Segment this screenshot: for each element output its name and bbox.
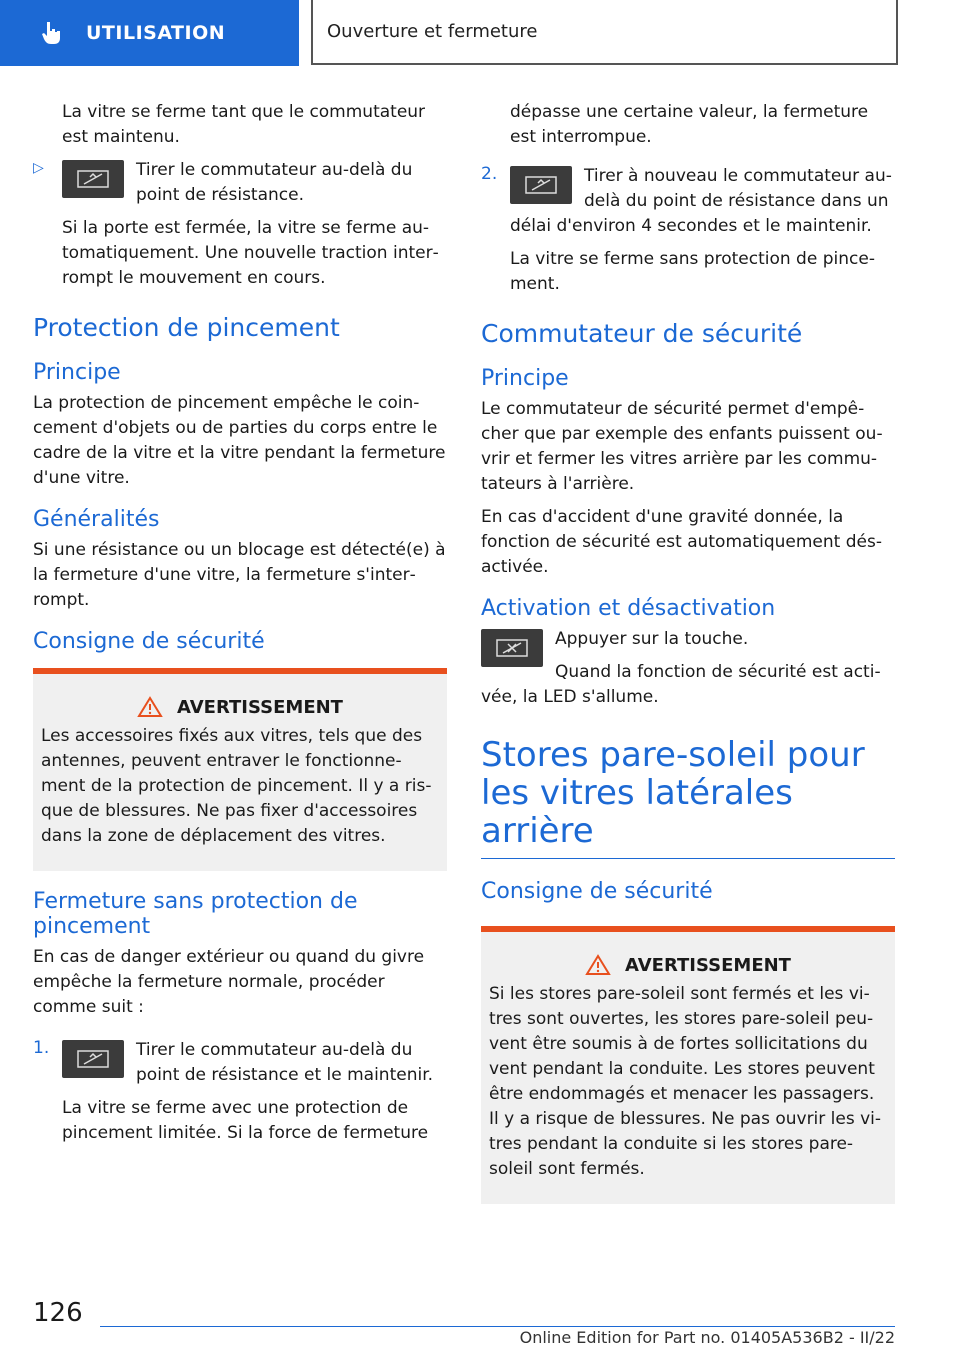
paragraph: La protection de pincement empêche le coincement d'objets ou de parties du corps entre le cadre de la vitre et la vitre pendant la fermeture d'une vitre. <box>33 393 446 488</box>
paragraph: dépasse une certaine valeur, la fermeture est interrompue. <box>510 102 869 147</box>
paragraph: La vitre se ferme avec une protection de pincement limitée. Si la force de fermeture <box>62 1098 429 1143</box>
paragraph: Si la porte est fermée, la vitre se ferme automatiquement. Une nouvelle traction interrompt le mouvement en cours. <box>62 218 439 288</box>
edition-text: Online Edition for Part no. 01405A536B2 - II/22 <box>519 1328 895 1347</box>
list-item <box>481 164 895 297</box>
warning-text: Si les stores pare-soleil sont fermés et les vitres sont ouvertes, les stores pare-soleil peuvent être soumis à de fortes sollicitations du vent pendant la conduite. Les stores peuvent être endommagés et menacer les passagers. Il y a risque de blessures. Ne pas ouvrir les vitres pendant la conduite si les stores pare-soleil sont fermés. <box>489 984 882 1179</box>
warning-triangle-icon <box>585 954 611 976</box>
heading-commutateur: Commutateur de sécurité <box>481 319 803 348</box>
page-number: 126 <box>33 1298 83 1328</box>
activation-block <box>481 627 895 710</box>
safety-switch-icon <box>481 629 543 667</box>
heading-consigne: Consigne de sécurité <box>481 879 713 904</box>
triangle-bullet-icon: ▷ <box>33 160 44 176</box>
heading-fermeture: Fermeture sans protection de pincement <box>33 889 358 939</box>
warning-title: AVERTISSEMENT <box>41 696 439 718</box>
right-column <box>481 100 895 1222</box>
heading-consigne: Consigne de sécurité <box>33 629 265 654</box>
warning-triangle-icon <box>137 696 163 718</box>
warning-text: Les accessoires fixés aux vitres, tels que des antennes, peuvent entraver le fonctionnement de la protection de pincement. Il y a risque de blessures. Ne pas fixer d'accessoires dans la zone de déplacement des vitres. <box>41 726 432 846</box>
paragraph: En cas d'accident d'une gravité donnée, la fonction de sécurité est automatiquement désactivée. <box>481 507 882 577</box>
heading-protection: Protection de pincement <box>33 313 340 342</box>
heading-stores: Stores pare-soleil pour les vitres latérales arrière <box>481 736 895 859</box>
paragraph: La vitre se ferme sans protection de pincement. <box>510 249 875 294</box>
section-title: UTILISATION <box>86 22 226 44</box>
footer-divider <box>100 1326 895 1327</box>
paragraph: En cas de danger extérieur ou quand du givre empêche la fermeture normale, procéder comme suit : <box>33 947 425 1017</box>
heading-principe: Principe <box>33 360 121 385</box>
step-number: 1. <box>33 1038 50 1058</box>
heading-activation: Activation et désactivation <box>481 596 776 621</box>
paragraph: Si une résistance ou un blocage est détecté(e) à la fermeture d'une vitre, la fermeture s'interrompt. <box>33 540 446 610</box>
chapter-title: Ouverture et fermeture <box>327 21 538 42</box>
warning-box <box>33 668 447 871</box>
paragraph: Le commutateur de sécurité permet d'empêcher que par exemple des enfants puissent ouvrir et fermer les vitres arrière par les commutateurs à l'arrière. <box>481 399 883 494</box>
paragraph: Quand la fonction de sécurité est activée, la LED s'allume. <box>481 662 881 707</box>
heading-generalites: Généralités <box>33 507 160 532</box>
list-item-text: Tirer le commutateur au-delà du point de résistance. <box>136 160 413 205</box>
list-item-text: Tirer le commutateur au-delà du point de résistance et le maintenir. <box>136 1040 434 1085</box>
window-switch-icon <box>62 1040 124 1078</box>
page-footer <box>0 1290 960 1350</box>
warning-box <box>481 926 895 1204</box>
left-column <box>33 100 447 1154</box>
section-tab <box>0 0 299 66</box>
window-switch-icon <box>510 166 572 204</box>
paragraph: La vitre se ferme tant que le commutateur est maintenu. <box>62 102 426 147</box>
window-switch-icon <box>62 160 124 198</box>
warning-title: AVERTISSEMENT <box>489 954 887 976</box>
step-number: 2. <box>481 164 498 184</box>
chapter-box <box>311 0 898 65</box>
heading-principe: Principe <box>481 366 569 391</box>
list-item <box>33 158 447 291</box>
list-item <box>33 1038 447 1146</box>
paragraph: Appuyer sur la touche. <box>555 629 749 649</box>
list-item-text: Tirer à nouveau le commutateur au-delà du point de résistance dans un délai d'environ 4 secondes et le maintenir. <box>510 166 892 236</box>
hand-pointer-icon <box>38 19 66 47</box>
page-header <box>0 0 960 66</box>
